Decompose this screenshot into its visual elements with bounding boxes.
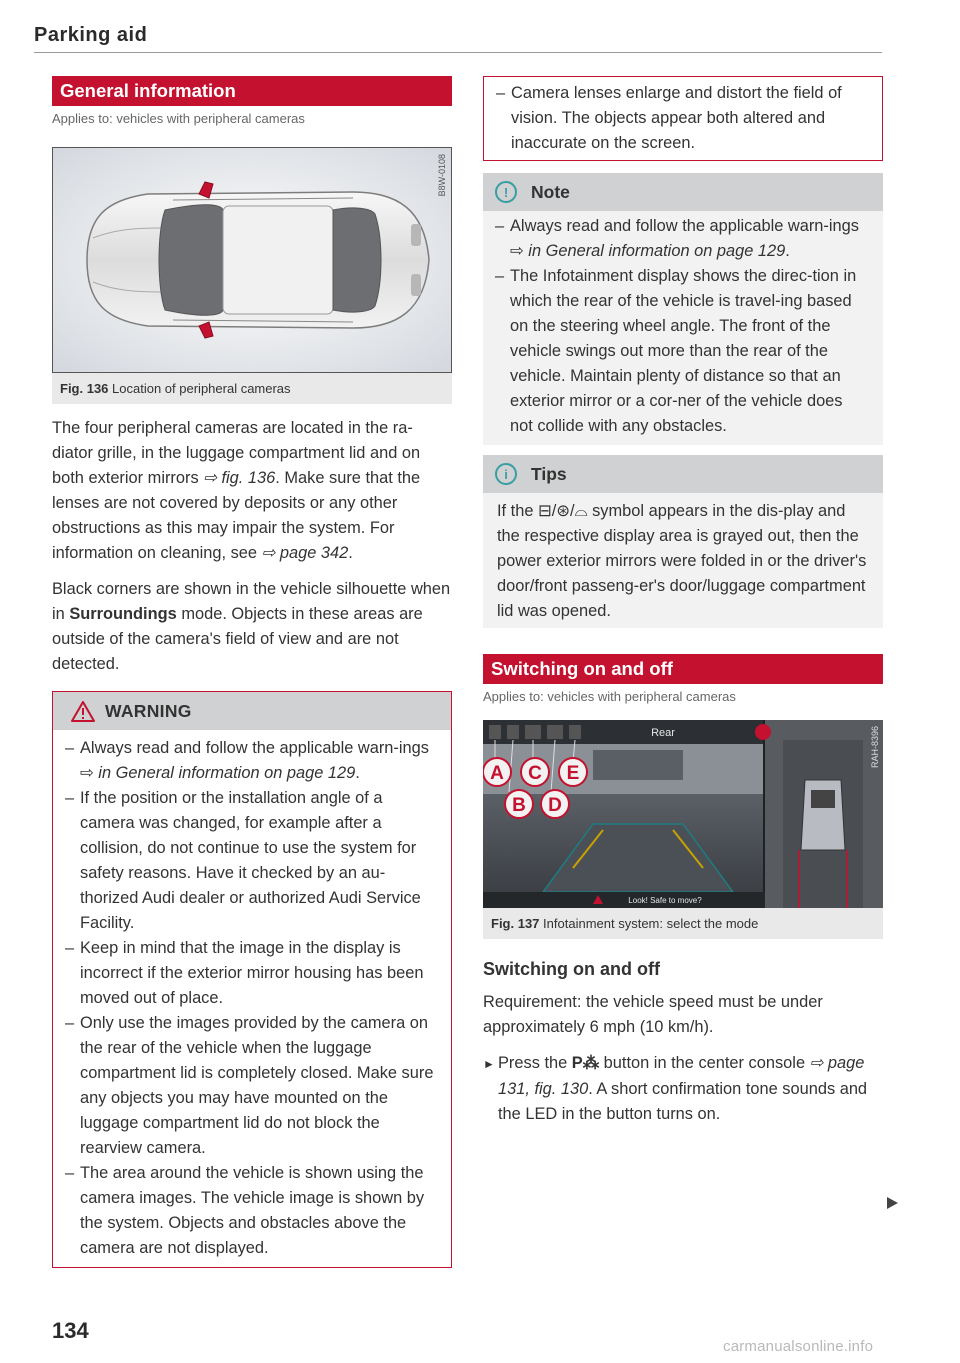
infotainment-screen-illustration (483, 720, 883, 908)
text: The four peripheral cameras are located in the ra-diator grille, in the luggage compartment lid and on both exterior mirrors (52, 419, 421, 487)
applies-note: Applies to: vehicles with peripheral cameras (52, 111, 305, 126)
mirror-door-lid-symbols: ⊟/⊛/⌓ (538, 502, 588, 520)
step-press-button (483, 1051, 883, 1127)
left-column (52, 76, 452, 1268)
marker-c: C (528, 763, 542, 784)
fig-reference-link[interactable]: ⇨ fig. 136 (203, 469, 276, 487)
list-item: – Only use the images provided by the camera on the rear of the vehicle when the luggage compartment lid is completely closed. Make sure any objects you may have mounted on the luggage compartment lid do not block the rearview camera. (65, 1014, 434, 1157)
warning-header (53, 692, 451, 730)
warning-box (52, 691, 452, 1268)
text: . (348, 544, 353, 562)
figure-code: RAH-8396 (870, 726, 880, 769)
text: Keep in mind that the image in the display is incorrect if the exterior mirror housing has been moved out of place. (80, 939, 424, 1007)
continued-arrow-icon (887, 1197, 898, 1209)
note-exclamation-icon: ! (495, 181, 517, 203)
list-item: – Keep in mind that the image in the display is incorrect if the exterior mirror housing has been moved out of place. (65, 939, 424, 1007)
list-item: – Camera lenses enlarge and distort the field of vision. The objects appear both altered and inaccurate on the screen. (496, 84, 842, 152)
list-item: – If the position or the installation angle of a camera was changed, for example after a collision, do not continue to use the system for safety reasons. Have it checked by an au-thorized Audi dealer or authorized Audi Service Facility. (65, 789, 421, 932)
page-reference-link[interactable]: in General information on page 129 (98, 764, 356, 782)
page-number: 134 (52, 1318, 89, 1343)
info-icon: i (495, 463, 517, 485)
text: Camera lenses enlarge and distort the field of vision. The objects appear both altered and inaccurate on the screen. (511, 84, 842, 152)
note-list (483, 211, 883, 445)
marker-b: B (512, 795, 526, 816)
paragraph-black-corners (52, 577, 452, 677)
text: If the position or the installation angle of a camera was changed, for example after a collision, do not continue to use the system for safety reasons. Have it checked by an au-thorized Audi dealer or authorized Audi Service Facility. (80, 789, 421, 932)
text: Always read and follow the applicable warn-ings ⇨ (510, 217, 859, 260)
warning-list (53, 730, 451, 1267)
note-title: Note (531, 181, 570, 202)
figure-label: Fig. 136 (60, 381, 109, 396)
surroundings-mode-label: Surroundings (69, 605, 177, 623)
tips-box (483, 455, 883, 628)
figure-136-image (52, 147, 452, 373)
tips-header (483, 455, 883, 493)
figure-136 (52, 147, 452, 404)
page-header-title: Parking aid (34, 24, 148, 46)
text: symbol appears in the dis-play and the respective display area is grayed out, then the power exterior mirrors were folded in or the driver's door/front passeng-er's door/luggage compartment lid was opened. (497, 502, 867, 620)
figure-137 (483, 720, 883, 939)
tips-title: Tips (531, 463, 567, 484)
list-item: – Always read and follow the applicable warn-ings ⇨ in General information on page 129. (495, 217, 859, 260)
text: . (785, 242, 790, 260)
text: . (355, 764, 360, 782)
subheading-switching: Switching on and off (483, 959, 660, 979)
figure-caption-text: Location of peripheral cameras (112, 381, 291, 396)
screen-title: Rear (651, 727, 675, 739)
text: Black corners are shown in the vehicle silhouette when in (52, 580, 451, 623)
note-box (483, 173, 883, 445)
text: The Infotainment display shows the direc-tion in which the rear of the vehicle is travel-ing based on the steering wheel angle. The front of the vehicle swings out more than the rear of the vehicle. Maintain plenty of distance so that an exterior mirror or a cor-ner of the vehicle does not collide with any obstacles. (510, 267, 857, 435)
paragraph-camera-location (52, 416, 452, 566)
warning-title: WARNING (105, 700, 192, 721)
tips-text (483, 493, 883, 628)
caution-box (483, 76, 883, 161)
marker-d: D (548, 795, 562, 816)
parking-aid-button-symbol: P⁂ (571, 1054, 600, 1072)
text: If the (497, 502, 539, 520)
warning-triangle-icon (71, 701, 95, 722)
page-reference-link[interactable]: ⇨ page 131, fig. 130 (498, 1054, 865, 1098)
step-arrow-icon: ► (483, 1057, 495, 1071)
page-reference-link[interactable]: in General information on page 129 (528, 242, 786, 260)
figure-136-caption (52, 373, 452, 404)
text: button in the center console (599, 1054, 810, 1072)
car-top-view-illustration (53, 148, 451, 372)
list-item: – Always read and follow the applicable warn-ings ⇨ in General information on page 129. (65, 739, 429, 782)
figure-137-caption (483, 908, 883, 939)
applies-note: Applies to: vehicles with peripheral cameras (483, 689, 736, 704)
text: mode. Objects in these areas are outside of the camera's field of view and are not detected. (52, 605, 423, 673)
section-heading-general: General information (52, 76, 452, 106)
note-header (483, 173, 883, 211)
text: . A short confirmation tone sounds and the LED in the button turns on. (498, 1080, 868, 1123)
watermark: carmanualsonline.info (723, 1338, 874, 1355)
list-item: – The area around the vehicle is shown using the camera images. The vehicle image is shown by the system. Objects and obstacles above the camera are not displayed. (65, 1164, 425, 1257)
marker-e: E (566, 763, 580, 784)
figure-code: B8W-0108 (437, 154, 447, 197)
text: Always read and follow the applicable warn-ings ⇨ (80, 739, 429, 782)
text: . Make sure that the lenses are not covered by deposits or any other obstructions as this may impair the system. For information on cleaning, see (52, 469, 421, 562)
text: The area around the vehicle is shown using the camera images. The vehicle image is shown by the system. Objects and obstacles above the camera are not displayed. (80, 1164, 425, 1257)
marker-a: A (490, 763, 504, 784)
section-heading-switching: Switching on and off (483, 654, 883, 684)
header-rule (34, 52, 882, 53)
page-reference-link[interactable]: ⇨ page 342 (261, 544, 349, 562)
paragraph-requirement: Requirement: the vehicle speed must be under approximately 6 mph (10 km/h). (483, 993, 823, 1036)
right-column (483, 76, 883, 1127)
screen-alert: Look! Safe to move? (628, 896, 702, 905)
figure-caption-text: Infotainment system: select the mode (543, 916, 759, 931)
text: Only use the images provided by the camera on the rear of the vehicle when the luggage compartment lid is completely closed. Make sure any objects you may have mounted on the luggage compartment lid do not block the rearview camera. (80, 1014, 434, 1157)
figure-label: Fig. 137 (491, 916, 540, 931)
figure-137-image (483, 720, 883, 908)
text: Press the (498, 1054, 572, 1072)
list-item: – The Infotainment display shows the direc-tion in which the rear of the vehicle is travel-ing based on the steering wheel angle. The front of the vehicle swings out more than the rear of the vehicle. Maintain plenty of distance so that an exterior mirror or a cor-ner of the vehicle does not collide with any obstacles. (495, 267, 857, 435)
